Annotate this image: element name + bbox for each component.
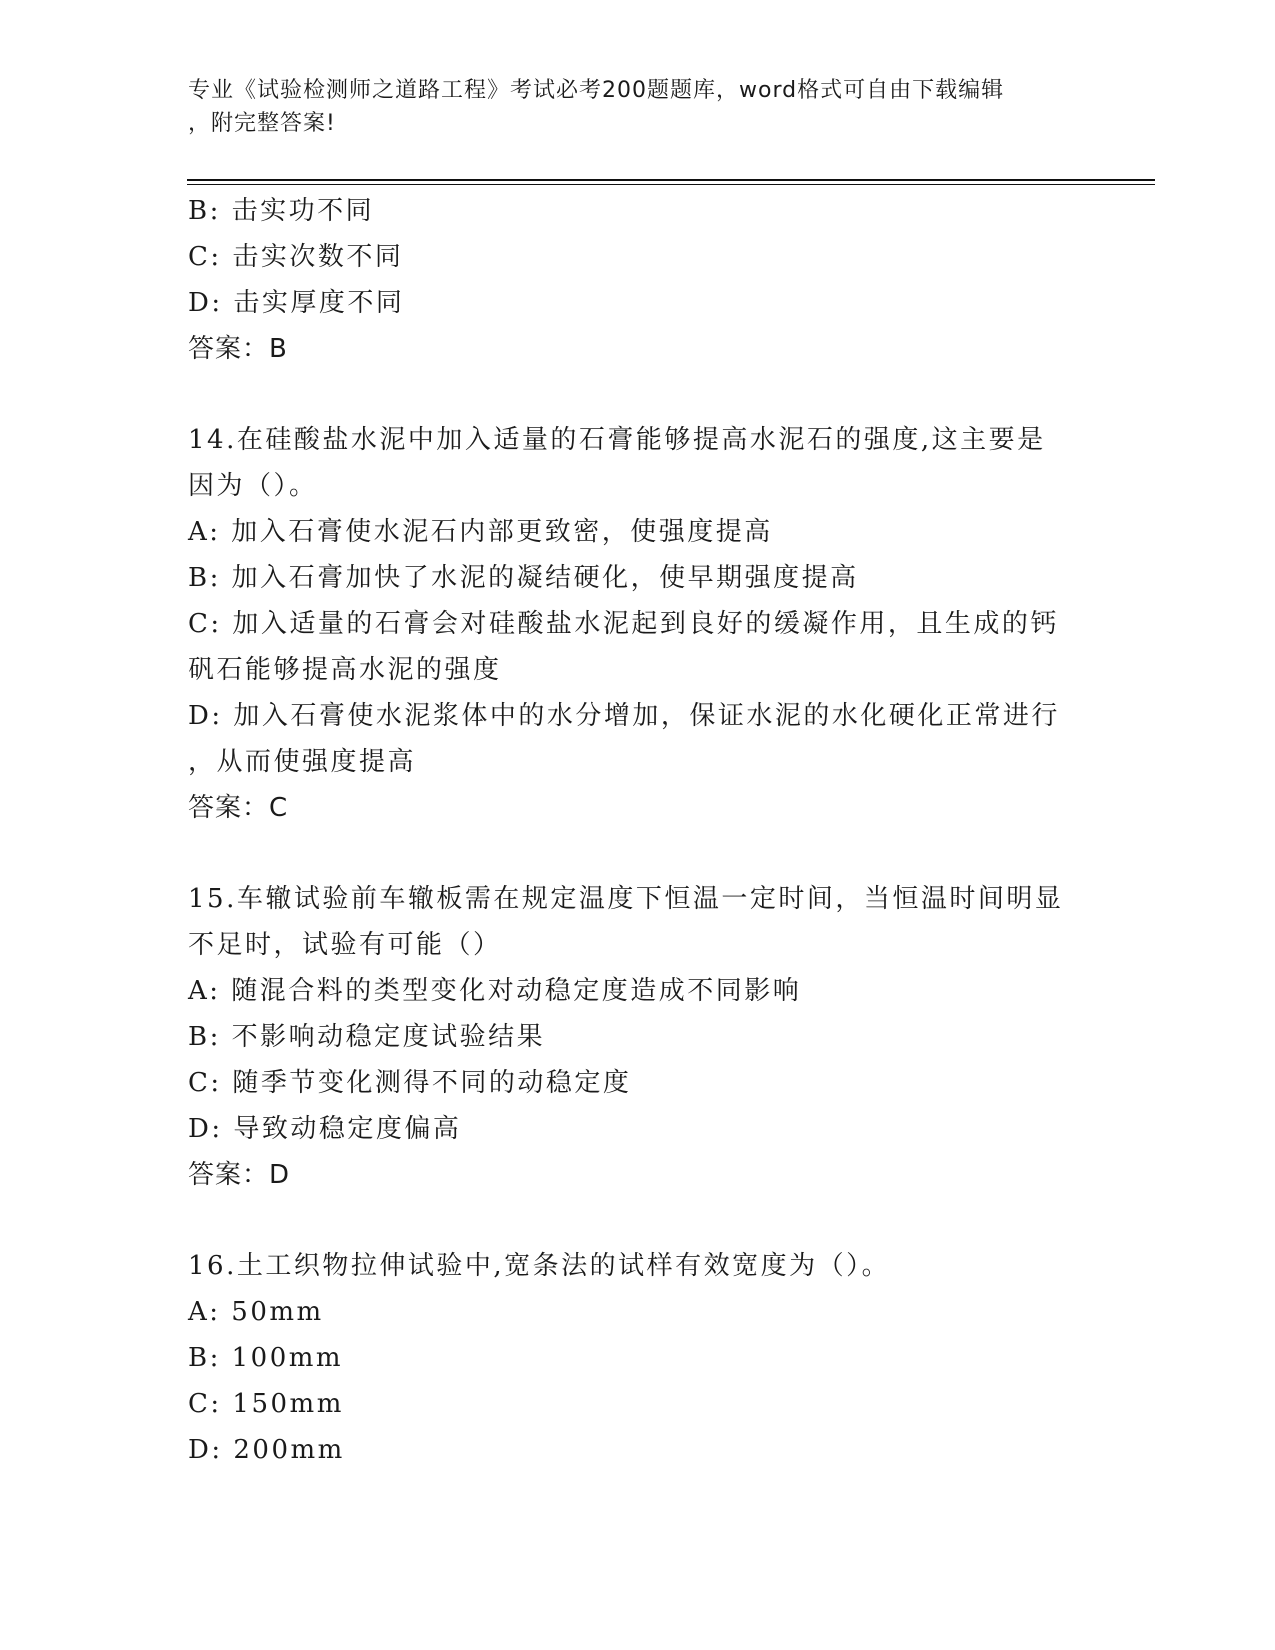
q14-option-d-line-2: ，从而使强度提高	[188, 747, 417, 777]
spacer	[188, 1198, 1088, 1243]
question-14-block	[188, 417, 1088, 831]
header-divider-thick	[187, 179, 1155, 181]
q15-stem-line-2: 不足时，试验有可能（）	[188, 930, 502, 960]
q16-stem-line-1: 16.土工织物拉伸试验中,宽条法的试样有效宽度为（）。	[188, 1251, 891, 1281]
q13-option-b: B: 击实功不同	[188, 196, 375, 226]
q15-option-c: C: 随季节变化测得不同的动稳定度	[188, 1068, 632, 1098]
q14-stem-line-1: 14.在硅酸盐水泥中加入适量的石膏能够提高水泥石的强度,这主要是	[188, 425, 1046, 455]
header-line-1: 专业《试验检测师之道路工程》考试必考200题题库，word格式可自由下载编辑	[188, 78, 1005, 103]
q13-option-c: C: 击实次数不同	[188, 242, 404, 272]
q15-stem-line-1: 15.车辙试验前车辙板需在规定温度下恒温一定时间，当恒温时间明显	[188, 884, 1064, 914]
document-header	[188, 74, 1088, 140]
q16-option-b: B: 100mm	[188, 1343, 344, 1373]
q14-option-d-line-1: D: 加入石膏使水泥浆体中的水分增加，保证水泥的水化硬化正常进行	[188, 701, 1060, 731]
header-divider-thin	[187, 184, 1155, 185]
q14-option-b: B: 加入石膏加快了水泥的凝结硬化，使早期强度提高	[188, 563, 859, 593]
question-16-block	[188, 1243, 1088, 1473]
q14-option-c-line-2: 矾石能够提高水泥的强度	[188, 655, 502, 685]
q14-option-a: A: 加入石膏使水泥石内部更致密，使强度提高	[188, 517, 773, 547]
spacer	[188, 372, 1088, 417]
q15-option-a: A: 随混合料的类型变化对动稳定度造成不同影响	[188, 976, 802, 1006]
document-body	[188, 188, 1088, 1473]
q13-answer: 答案：B	[188, 334, 288, 364]
q14-stem-line-2: 因为（）。	[188, 471, 318, 501]
q16-option-d: D: 200mm	[188, 1435, 345, 1465]
q16-option-c: C: 150mm	[188, 1389, 344, 1419]
q15-answer: 答案：D	[188, 1160, 291, 1190]
q15-option-b: B: 不影响动稳定度试验结果	[188, 1022, 546, 1052]
q14-answer: 答案：C	[188, 793, 289, 823]
question-13-block	[188, 188, 1088, 372]
q13-option-d: D: 击实厚度不同	[188, 288, 405, 318]
q14-option-c-line-1: C: 加入适量的石膏会对硅酸盐水泥起到良好的缓凝作用，且生成的钙	[188, 609, 1059, 639]
question-15-block	[188, 876, 1088, 1198]
spacer	[188, 831, 1088, 876]
q15-option-d: D: 导致动稳定度偏高	[188, 1114, 462, 1144]
header-line-2: ，附完整答案!	[188, 111, 336, 136]
q16-option-a: A: 50mm	[188, 1297, 324, 1327]
